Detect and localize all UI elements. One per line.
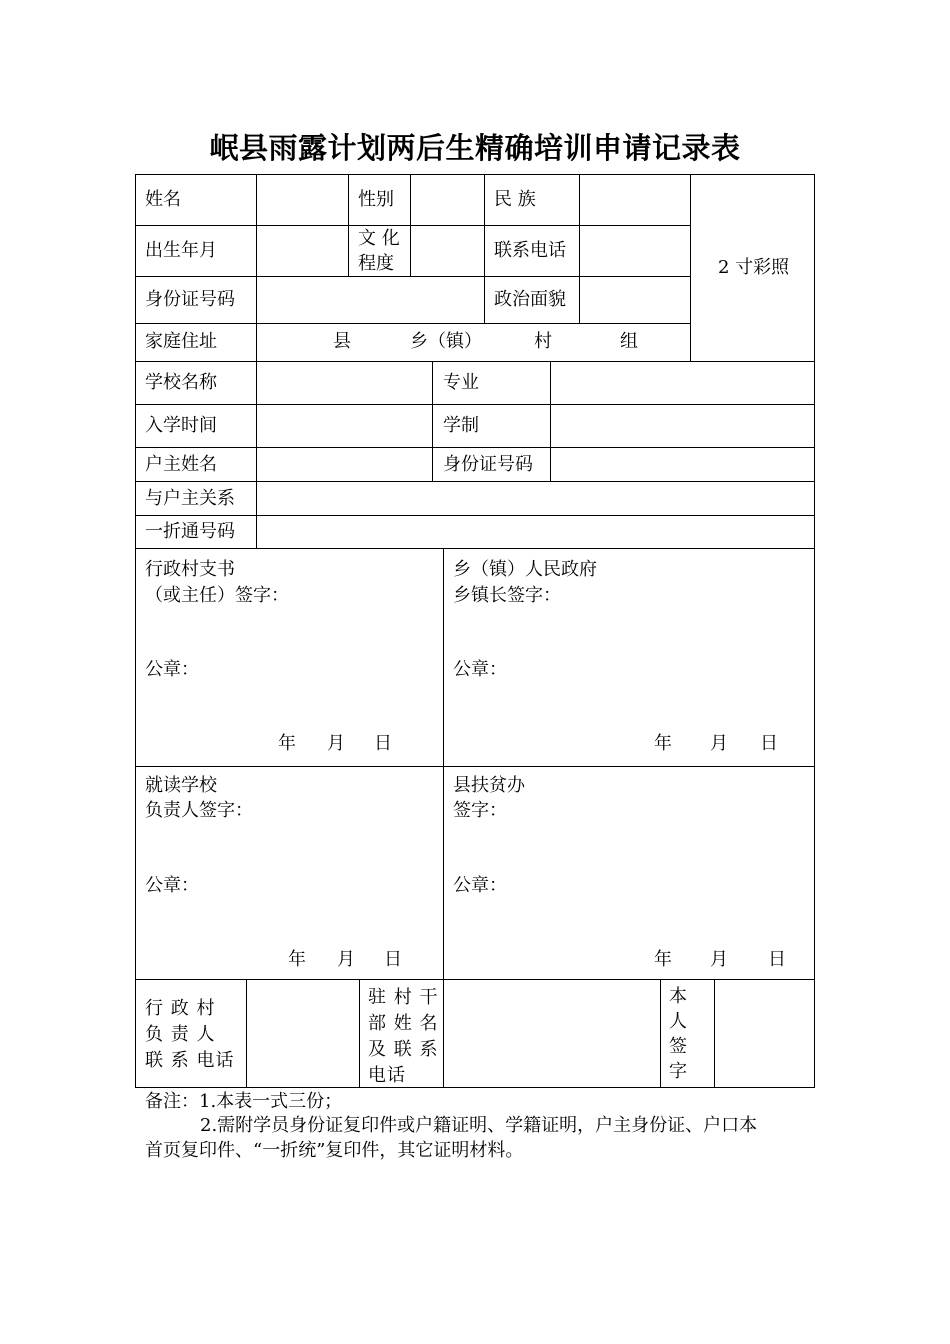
relation-label: 与户主关系 [145,488,235,509]
ethnicity-label: 民 族 [494,189,536,210]
town-date-day: 日 [760,733,778,754]
id-number-label: 身份证号码 [145,289,235,310]
self-sign-char1: 本 [669,986,687,1007]
education-label-line2: 程度 [358,253,394,274]
village-head-contact-label: 行 政 村 负 责 人 联 系 电话 [145,998,235,1071]
self-sign-char4: 字 [669,1061,687,1082]
passbook-label: 一折通号码 [145,521,235,542]
major-label: 专业 [443,372,479,393]
town-date-month: 月 [710,733,728,754]
school-sign-title: 就读学校 [145,775,217,796]
village-sign-title: 行政村支书 [145,559,235,580]
political-label: 政治面貌 [494,289,566,310]
town-sign-label: 乡镇长签字： [453,585,561,606]
notes-line-3: 首页复印件、“一折统”复印件，其它证明材料。 [145,1140,524,1161]
address-village: 村 [534,331,552,352]
notes-line-2: 2.需附学员身份证复印件或户籍证明、学籍证明，户主身份证、户口本 [200,1115,758,1136]
birth-label: 出生年月 [145,240,217,261]
address-label: 家庭住址 [145,331,217,352]
office-seal-label: 公章： [453,875,507,896]
page-title: 岷县雨露计划两后生精确培训申请记录表 [209,131,741,165]
school-seal-label: 公章： [145,875,199,896]
office-date-month: 月 [710,949,728,970]
notes-line-1: 备注：1.本表一式三份； [145,1091,343,1112]
address-township: 乡（镇） [410,331,482,352]
name-label: 姓名 [145,189,181,210]
office-date-year: 年 [654,949,672,970]
town-seal-label: 公章： [453,659,507,680]
cadre-contact-label: 驻 村 干 部 姓 名 及 联 系 电话 [368,987,439,1086]
householder-label: 户主姓名 [145,454,217,475]
village-date-month: 月 [327,733,345,754]
town-date-year: 年 [654,733,672,754]
self-sign-char2: 人 [669,1011,687,1032]
village-sign-label: （或主任）签字： [145,585,289,606]
village-date-year: 年 [278,733,296,754]
gender-label: 性别 [358,189,394,210]
self-sign-char3: 签 [669,1036,687,1057]
photo-placeholder: 2 寸彩照 [718,257,790,278]
school-date-year: 年 [288,949,306,970]
school-date-month: 月 [337,949,355,970]
duration-label: 学制 [443,415,479,436]
enroll-time-label: 入学时间 [145,415,217,436]
school-sign-label: 负责人签字： [145,800,253,821]
householder-id-label: 身份证号码 [443,454,533,475]
school-label: 学校名称 [145,372,217,393]
village-seal-label: 公章： [145,659,199,680]
office-date-day: 日 [768,949,786,970]
town-sign-title: 乡（镇）人民政府 [453,559,597,580]
office-sign-label: 签字： [453,800,507,821]
office-sign-title: 县扶贫办 [453,775,525,796]
village-date-day: 日 [374,733,392,754]
address-county: 县 [333,331,351,352]
school-date-day: 日 [384,949,402,970]
phone-label: 联系电话 [494,240,566,261]
address-group: 组 [620,331,638,352]
education-label-line1: 文 化 [358,228,400,249]
